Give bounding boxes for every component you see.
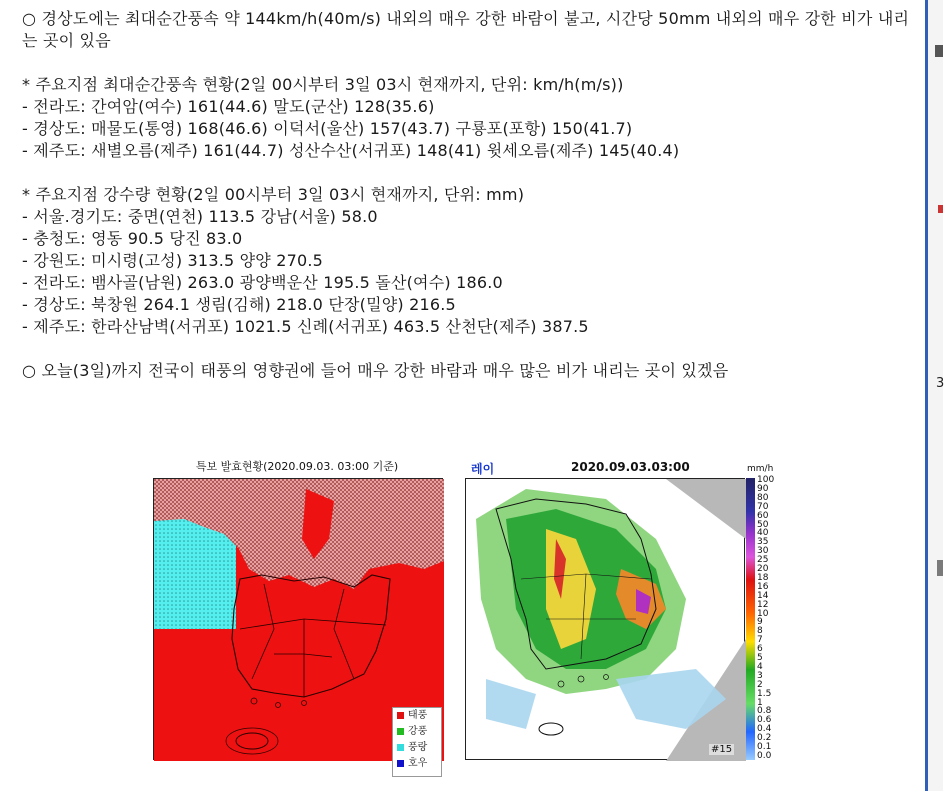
radar-badge: #15 — [711, 744, 733, 755]
radar-scale-tick: 1.5 — [757, 688, 772, 699]
radar-scale-tick: 8 — [757, 626, 763, 637]
rain-line: - 전라도: 뱀사골(남원) 263.0 광양백운산 195.5 돌산(여수) 186.0 — [22, 273, 503, 292]
radar-scale-tick: 6 — [757, 644, 763, 655]
radar-scale-tick: 1 — [757, 697, 763, 708]
wind-line: - 전라도: 간여암(여수) 161(44.6) 말도(군산) 128(35.6) — [22, 97, 435, 116]
radar-unit: mm/h — [747, 464, 774, 474]
radar-scale-tick: 35 — [757, 537, 769, 548]
bulletin-text — [22, 8, 917, 382]
radar-scale-tick: 80 — [757, 492, 769, 503]
intro-paragraph: ○ 경상도에는 최대순간풍속 약 144km/h(40m/s) 내외의 매우 강한 바람이 불고, 시간당 50mm 내외의 매우 강한 비가 내리는 곳이 있음 — [22, 9, 910, 50]
radar-scale-tick: 100 — [757, 475, 775, 485]
radar-scale-tick: 0.4 — [757, 724, 772, 735]
radar-scale-tick: 2 — [757, 679, 763, 690]
outro-paragraph: ○ 오늘(3일)까지 전국이 태풍의 영향권에 들어 매우 강한 바람과 매우 많은 비가 내리는 곳이 있겠음 — [22, 361, 729, 380]
radar-scale-tick: 90 — [757, 483, 769, 494]
rain-line: - 충청도: 영동 90.5 당진 83.0 — [22, 229, 243, 248]
radar-scale-tick: 3 — [757, 670, 763, 681]
radar-scale-tick: 9 — [757, 617, 763, 628]
radar-scale-tick: 70 — [757, 501, 769, 512]
radar-out-of-range — [666, 479, 746, 539]
right-edge-mark: 3 — [936, 376, 944, 391]
warning-map-image — [153, 478, 443, 769]
radar-jeju-island — [539, 723, 563, 735]
radar-time: 2020.09.03.03:00 — [571, 460, 690, 474]
radar-scale-tick: 10 — [757, 608, 769, 619]
radar-scale-tick: 0.8 — [757, 706, 772, 717]
warning-legend — [392, 707, 442, 777]
radar-scale-tick: 0.1 — [757, 742, 772, 753]
radar-scale-tick: 50 — [757, 519, 769, 530]
legend-item: 강풍 — [393, 724, 441, 740]
cyan-sea-zone — [154, 519, 236, 629]
radar-scale-tick: 16 — [757, 581, 769, 592]
radar-color-scale — [746, 475, 776, 761]
legend-swatch — [397, 712, 404, 719]
rain-heading: * 주요지점 강수량 현황(2일 00시부터 3일 03시 현재까지, 단위: mm) — [22, 185, 525, 204]
radar-scale-tick: 60 — [757, 510, 769, 521]
legend-swatch — [397, 728, 404, 735]
right-edge-panel — [925, 0, 943, 791]
radar-title: 레이 — [471, 462, 495, 476]
wind-line: - 경상도: 매물도(통영) 168(46.6) 이덕서(울산) 157(43.7) 구룡포(포항) 150(41.7) — [22, 119, 633, 138]
radar-scale-tick: 0.6 — [757, 715, 772, 726]
rain-line: - 제주도: 한라산남벽(서귀포) 1021.5 신례(서귀포) 463.5 산천단(제주) 387.5 — [22, 317, 589, 336]
legend-swatch — [397, 760, 404, 767]
right-edge-dot — [938, 205, 943, 213]
legend-swatch — [397, 744, 404, 751]
legend-item: 풍랑 — [393, 740, 441, 756]
radar-svg — [466, 479, 746, 761]
radar-image — [465, 478, 745, 760]
radar-scale-tick: 40 — [757, 528, 769, 539]
radar-scale-tick: 12 — [757, 599, 769, 610]
rain-echo-scatter — [486, 679, 536, 729]
wind-heading: * 주요지점 최대순간풍속 현황(2일 00시부터 3일 03시 현재까지, 단위: km/h(m/s)) — [22, 75, 624, 94]
radar-scale-tick: 20 — [757, 564, 769, 575]
radar-scale-tick: 5 — [757, 653, 763, 664]
radar-scale-tick: 4 — [757, 661, 763, 672]
wind-line: - 제주도: 새별오름(제주) 161(44.7) 성산수산(서귀포) 148(41) 윗세오름(제주) 145(40.4) — [22, 141, 680, 160]
rain-line: - 서울.경기도: 중면(연천) 113.5 강남(서울) 58.0 — [22, 207, 378, 226]
radar-scale-tick: 14 — [757, 590, 769, 601]
rain-line: - 강원도: 미시령(고성) 313.5 양양 270.5 — [22, 251, 324, 270]
right-edge-block — [937, 560, 943, 576]
radar-scale-tick: 25 — [757, 555, 769, 566]
rain-line: - 경상도: 북창원 264.1 생림(김해) 218.0 단장(밀양) 216.5 — [22, 295, 456, 314]
radar-scale-bar — [746, 478, 755, 760]
radar-scale-tick: 30 — [757, 546, 769, 557]
radar-scale-tick: 18 — [757, 572, 769, 583]
legend-item: 호우 — [393, 756, 441, 772]
right-edge-icon — [935, 45, 943, 57]
warning-map-caption: 특보 발효현황(2020.09.03. 03:00 기준) — [195, 460, 399, 473]
radar-scale-tick: 7 — [757, 635, 763, 646]
radar-scale-tick: 0.0 — [757, 751, 772, 761]
radar-scale-tick: 0.2 — [757, 733, 772, 744]
legend-item: 태풍 — [393, 708, 441, 724]
